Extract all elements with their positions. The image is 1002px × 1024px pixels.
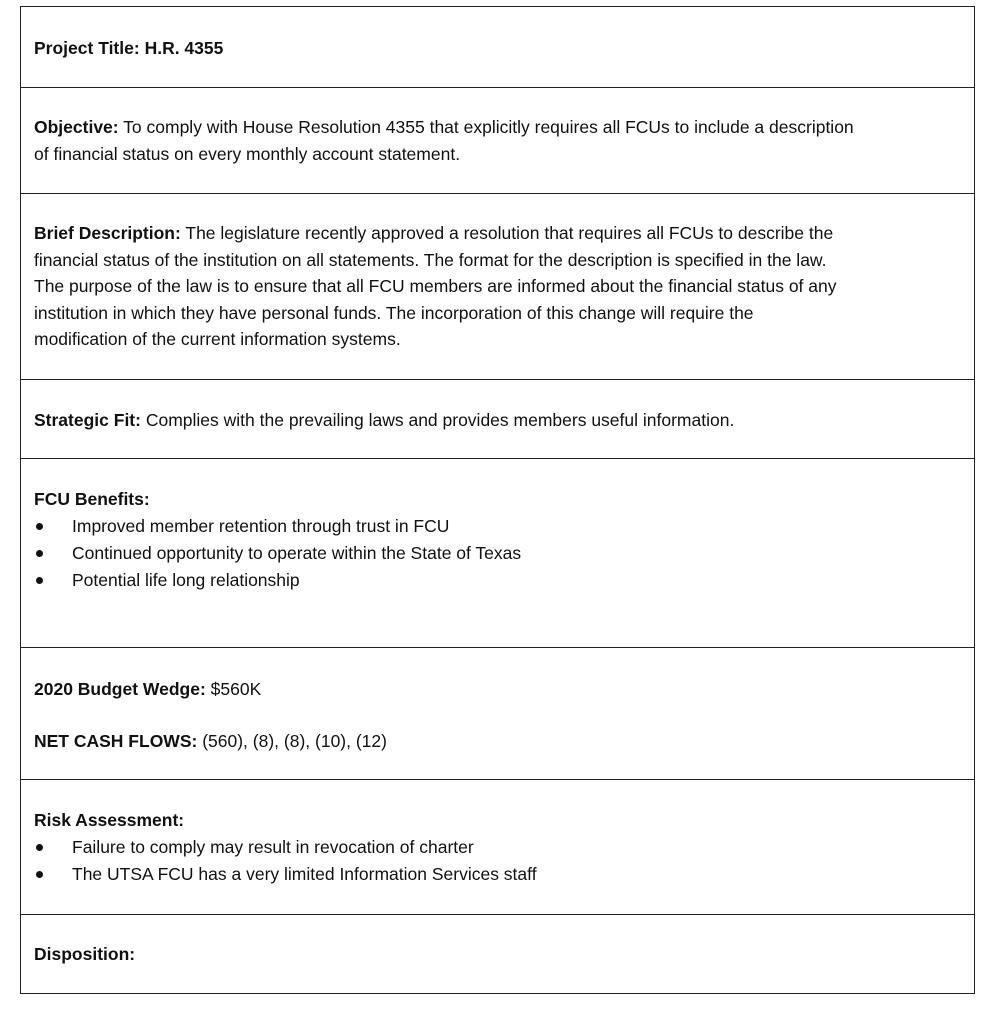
bullet-icon — [36, 844, 43, 851]
disposition-row — [21, 914, 974, 993]
brief-description-text-1: The legislature recently approved a resolution that requires all FCUs to describe the — [185, 223, 834, 243]
bullet-icon — [36, 550, 43, 557]
budget-spacer — [34, 703, 961, 728]
bullet-icon — [36, 577, 43, 584]
list-item — [34, 567, 961, 594]
list-item — [34, 861, 961, 888]
net-cash-flows-label: NET CASH FLOWS: — [34, 730, 198, 751]
brief-description-text-4: institution in which they have personal funds. The incorporation of this change will require the — [34, 302, 754, 323]
fcu-benefits-row — [21, 458, 974, 647]
strategic-fit-row — [21, 379, 974, 458]
budget-row — [21, 647, 974, 779]
project-title-row — [21, 7, 974, 87]
risk-assessment-list — [34, 834, 961, 888]
budget-wedge-value: $560K — [210, 679, 262, 699]
brief-description-text-3: The purpose of the law is to ensure that all FCU members are informed about the financial status of any — [34, 276, 837, 296]
project-title-value: H.R. 4355 — [144, 38, 224, 58]
strategic-fit — [34, 407, 961, 434]
project-title — [34, 35, 961, 62]
project-title-label: Project Title: — [34, 38, 140, 58]
objective-text-2: of financial status on every monthly account statement. — [34, 143, 461, 164]
benefit-text: Potential life long relationship — [72, 569, 300, 590]
brief-description-row — [21, 193, 974, 379]
risk-text: Failure to comply may result in revocation of charter — [72, 836, 474, 857]
risk-assessment-label: Risk Assessment: — [34, 810, 185, 830]
objective-text-1: To comply with House Resolution 4355 that explicitly requires all FCUs to include a description — [123, 117, 854, 137]
list-item — [34, 513, 961, 540]
brief-description-label: Brief Description: — [34, 223, 181, 243]
strategic-fit-label: Strategic Fit: — [34, 410, 141, 430]
objective-label: Objective: — [34, 117, 119, 137]
list-item — [34, 540, 961, 567]
benefit-text: Continued opportunity to operate within the State of Texas — [72, 542, 522, 563]
fcu-benefits-list — [34, 513, 961, 594]
net-cash-flows-value: (560), (8), (8), (10), (12) — [202, 730, 387, 751]
strategic-fit-text: Complies with the prevailing laws and provides members useful information. — [145, 410, 735, 430]
project-summary-table — [20, 6, 975, 994]
risk-assessment-row — [21, 779, 974, 914]
brief-description-line-1 — [34, 220, 961, 247]
disposition-label: Disposition: — [34, 944, 136, 964]
risk-text: The UTSA FCU has a very limited Information Services staff — [72, 863, 537, 884]
bullet-icon — [36, 523, 43, 530]
budget-wedge-label: 2020 Budget Wedge: — [34, 679, 206, 699]
bullet-icon — [36, 871, 43, 878]
list-item — [34, 834, 961, 861]
objective-line-1 — [34, 114, 961, 141]
net-cash-flows — [34, 728, 961, 755]
fcu-benefits-label: FCU Benefits: — [34, 489, 150, 509]
brief-description-text-2: financial status of the institution on all statements. The format for the description is specified in the law. — [34, 249, 827, 270]
objective-row — [21, 87, 974, 193]
benefit-text: Improved member retention through trust in FCU — [72, 515, 450, 536]
budget-wedge — [34, 676, 961, 703]
brief-description-text-5: modification of the current information systems. — [34, 329, 401, 349]
